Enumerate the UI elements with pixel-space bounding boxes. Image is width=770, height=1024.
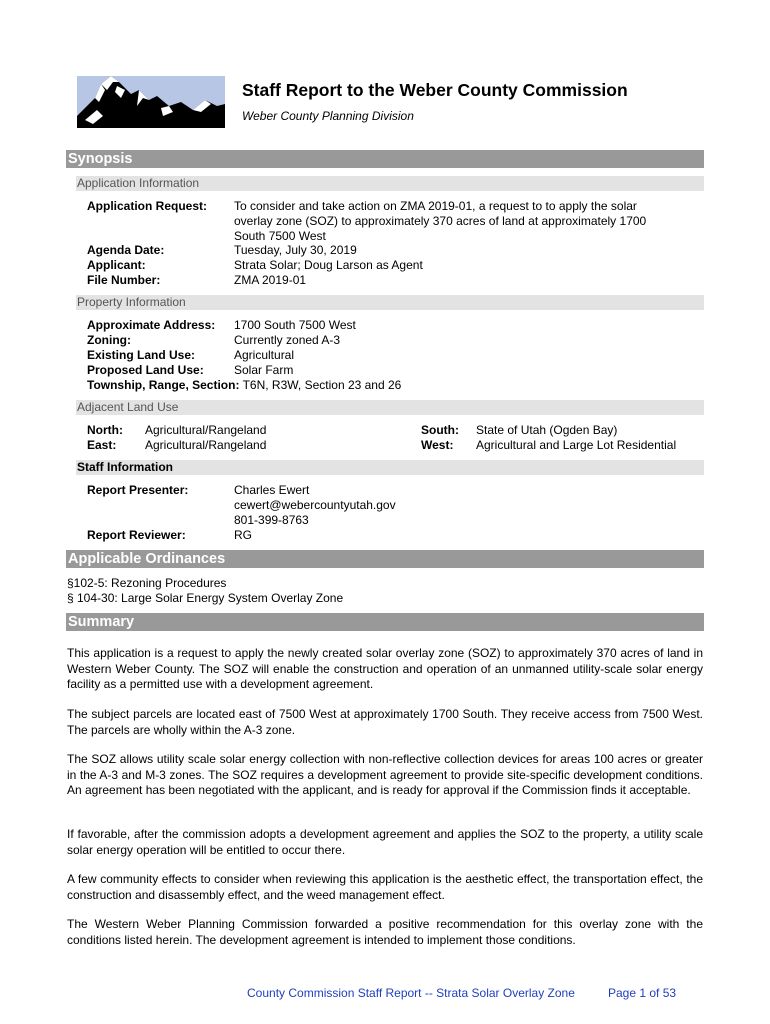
east-label: East: <box>87 438 117 452</box>
north-label: North: <box>87 423 123 437</box>
east-value: Agricultural/Rangeland <box>145 438 267 452</box>
zoning-label: Zoning: <box>87 333 131 347</box>
west-label: West: <box>421 438 454 452</box>
summary-paragraph: If favorable, after the commission adopts a development agreement and applies the SOZ to the property, a utility scale solar energy operation will be entitled to occur there. <box>67 827 703 857</box>
subsection-property-information: Property Information <box>76 295 704 310</box>
summary-paragraph: A few community effects to consider when reviewing this application is the aesthetic effect, the transportation effect, the construction and disassembly effect, and the weed management effect. <box>67 872 703 902</box>
south-value: State of Utah (Ogden Bay) <box>476 423 618 437</box>
summary-paragraph: This application is a request to apply the newly created solar overlay zone (SOZ) to approximately 370 acres of land in Western Weber County. The SOZ will enable the construction and operation of an unmanned utility-scale solar energy facility as a permitted use with a development agreement. <box>67 646 703 691</box>
report-reviewer-value: RG <box>234 528 252 542</box>
weber-county-mountain-logo <box>77 76 225 128</box>
footer-report-name: County Commission Staff Report -- Strata Solar Overlay Zone <box>247 986 575 1000</box>
township-label: Township, Range, Section: <box>87 378 240 392</box>
section-summary: Summary <box>66 613 704 631</box>
footer-page-number: Page 1 of 53 <box>608 986 677 1000</box>
subsection-adjacent-land-use: Adjacent Land Use <box>76 400 704 415</box>
subsection-application-information: Application Information <box>76 176 704 191</box>
agenda-date-label: Agenda Date: <box>87 243 165 257</box>
request-line: To consider and take action on ZMA 2019-01, a request to to apply the solar <box>234 199 637 213</box>
summary-paragraph: The Western Weber Planning Commission forwarded a positive recommendation for this overlay zone with the conditions listed herein. The development agreement is intended to implement those conditions. <box>67 917 703 947</box>
ordinance-item: §102-5: Rezoning Procedures <box>67 576 227 590</box>
section-synopsis: Synopsis <box>66 150 704 168</box>
presenter-email: cewert@webercountyutah.gov <box>234 498 396 512</box>
applicant-label: Applicant: <box>87 258 146 272</box>
existing-land-use-value: Agricultural <box>234 348 295 362</box>
agenda-date-value: Tuesday, July 30, 2019 <box>234 243 357 257</box>
presenter-phone: 801-399-8763 <box>234 513 309 527</box>
file-number-value: ZMA 2019-01 <box>234 273 307 287</box>
zoning-value: Currently zoned A-3 <box>234 333 341 347</box>
applicant-value: Strata Solar; Doug Larson as Agent <box>234 258 423 272</box>
file-number-label: File Number: <box>87 273 161 287</box>
ordinance-item: § 104-30: Large Solar Energy System Overlay Zone <box>67 591 344 605</box>
request-line: overlay zone (SOZ) to approximately 370 acres of land at approximately 1700 <box>234 214 647 228</box>
report-presenter-value <box>234 483 674 528</box>
section-applicable-ordinances: Applicable Ordinances <box>66 550 704 568</box>
summary-paragraph: The SOZ allows utility scale solar energy collection with non-reflective collection devices for areas 100 acres or greater in the A-3 and M-3 zones. The SOZ requires a development agreement to provide site-specific development conditions. An agreement has been negotiated with the applicant, and is ready for approval if the Commission finds it acceptable. <box>67 752 703 797</box>
report-reviewer-label: Report Reviewer: <box>87 528 186 542</box>
summary-paragraph: The subject parcels are located east of 7500 West at approximately 1700 South. They receive access from 7500 West. The parcels are wholly within the A-3 zone. <box>67 707 703 737</box>
report-subtitle: Weber County Planning Division <box>242 109 414 123</box>
report-title: Staff Report to the Weber County Commission <box>242 80 628 100</box>
proposed-land-use-value: Solar Farm <box>234 363 294 377</box>
township-value: T6N, R3W, Section 23 and 26 <box>242 378 402 392</box>
south-label: South: <box>421 423 459 437</box>
existing-land-use-label: Existing Land Use: <box>87 348 196 362</box>
application-request-label: Application Request: <box>87 199 208 213</box>
presenter-name: Charles Ewert <box>234 483 310 497</box>
request-line: South 7500 West <box>234 229 326 243</box>
west-value: Agricultural and Large Lot Residential <box>476 438 677 452</box>
report-presenter-label: Report Presenter: <box>87 483 189 497</box>
application-request-value <box>234 199 674 244</box>
subsection-staff-information: Staff Information <box>76 460 704 475</box>
township-row <box>87 378 401 393</box>
proposed-land-use-label: Proposed Land Use: <box>87 363 204 377</box>
approximate-address-label: Approximate Address: <box>87 318 216 332</box>
approximate-address-value: 1700 South 7500 West <box>234 318 356 332</box>
north-value: Agricultural/Rangeland <box>145 423 267 437</box>
